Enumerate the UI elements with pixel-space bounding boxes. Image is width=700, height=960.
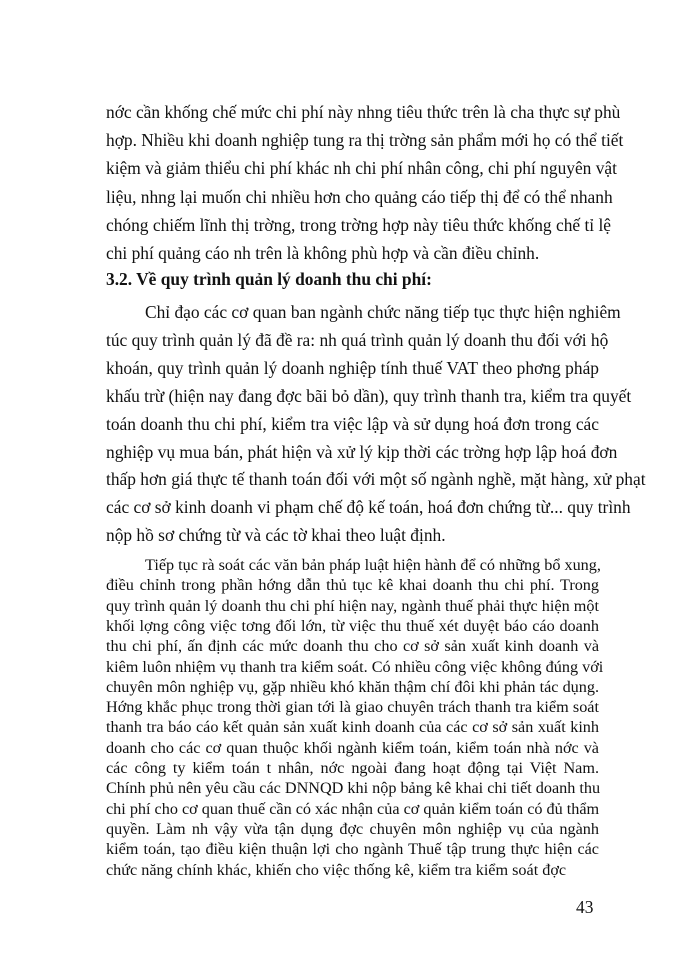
text-line: kiệm và giảm thiểu chi phí khác nh chi phí nhân công, chi phí nguyên vật bbox=[106, 158, 617, 178]
text-line: liệu, nhng lại muốn chi nhiều hơn cho quảng cáo tiếp thị để có thể nhanh bbox=[106, 187, 613, 207]
text-line: chi phí cho cơ quan thuế cần có xác nhận của cơ quản kiểm toán có đủ thẩm bbox=[106, 800, 600, 818]
text-line: các công ty kiểm toán t nhân, nớc ngoài đang hoạt động tại Việt Nam. bbox=[106, 759, 599, 777]
text-line: quyền. Làm nh vậy vừa tận dụng đợc chuyên môn nghiệp vụ của ngành bbox=[106, 820, 599, 838]
text-line: Chính phủ nên yêu cầu các DNNQD khi nộp bảng kê khai chi tiết doanh thu bbox=[106, 779, 601, 797]
text-line: thấp hơn giá thực tế thanh toán đối với một số ngành nghề, mặt hàng, xử phạt bbox=[106, 469, 646, 489]
text-line: kiểm toán, tạo điều kiện thuận lợi cho ngành Thuế tập trung thực hiện các bbox=[106, 840, 599, 858]
text-line: chuyên môn nghiệp vụ, gặp nhiều khó khăn thậm chí đôi khi phản tác dụng. bbox=[106, 678, 599, 696]
text-line: quy trình quản lý doanh thu chi phí hiện nay, ngành thuế phải thực hiện một bbox=[106, 597, 599, 615]
text-line: Hớng khắc phục trong thời gian tới là giao chuyên trách thanh tra kiểm soát bbox=[106, 698, 599, 716]
text-line: các cơ sở kinh doanh vi phạm chế độ kế toán, hoá đơn chứng từ... quy trình bbox=[106, 497, 631, 517]
text-line: khối lợng công việc tơng đối lớn, từ việc thu thuế xét duyệt báo cáo doanh bbox=[106, 617, 599, 635]
text-line: túc quy trình quản lý đã đề ra: nh quá trình quản lý doanh thu đối với hộ bbox=[106, 330, 609, 350]
text-line: thu chi phí, ấn định các mức doanh thu cho cơ sở sản xuất kinh doanh và bbox=[106, 637, 599, 655]
text-line: khoán, quy trình quản lý doanh nghiệp tính thuế VAT theo phơng pháp bbox=[106, 358, 599, 378]
text-line: chóng chiếm lĩnh thị trờng, trong trờng hợp này tiêu thức khống chế tỉ lệ bbox=[106, 215, 612, 235]
text-line: toán doanh thu chi phí, kiểm tra việc lập và sử dụng hoá đơn trong các bbox=[106, 414, 599, 434]
text-line: chức năng chính khác, khiến cho việc thống kê, kiểm tra kiểm soát đợc bbox=[106, 861, 567, 879]
text-line: khấu trừ (hiện nay đang đợc bãi bỏ dần), quy trình thanh tra, kiểm tra quyết bbox=[106, 386, 632, 406]
section-heading: 3.2. Về quy trình quản lý doanh thu chi phí: bbox=[106, 269, 432, 289]
text-line: hợp. Nhiều khi doanh nghiệp tung ra thị trờng sản phẩm mới họ có thể tiết bbox=[106, 130, 624, 150]
text-line: nớc cần khống chế mức chi phí này nhng tiêu thức trên là cha thực sự phù bbox=[106, 102, 621, 122]
text-line: doanh cho các cơ quan thuộc khối ngành kiểm toán, kiểm toán nhà nớc và bbox=[106, 739, 599, 757]
text-line: kiêm luôn nhiệm vụ thanh tra kiểm soát. Có nhiều công việc không đúng với bbox=[106, 658, 604, 676]
text-line: điều chỉnh trong phần hớng dẫn thủ tục kê khai doanh thu chi phí. Trong bbox=[106, 576, 599, 594]
page-number: 43 bbox=[576, 897, 594, 917]
text-line: chi phí quảng cáo nh trên là không phù hợp và cần điều chỉnh. bbox=[106, 243, 540, 263]
text-line: thanh tra báo cáo kết quản sản xuất kinh doanh của các cơ sở sản xuất kinh bbox=[106, 718, 599, 736]
text-line: nộp hồ sơ chứng từ và các tờ khai theo luật định. bbox=[106, 525, 446, 545]
text-line: Chỉ đạo các cơ quan ban ngành chức năng tiếp tục thực hiện nghiêm bbox=[145, 302, 621, 322]
text-line: nghiệp vụ mua bán, phát hiện và xử lý kịp thời các trờng hợp lập hoá đơn bbox=[106, 442, 618, 462]
text-line: Tiếp tục rà soát các văn bản pháp luật hiện hành để có những bổ xung, bbox=[145, 556, 601, 574]
